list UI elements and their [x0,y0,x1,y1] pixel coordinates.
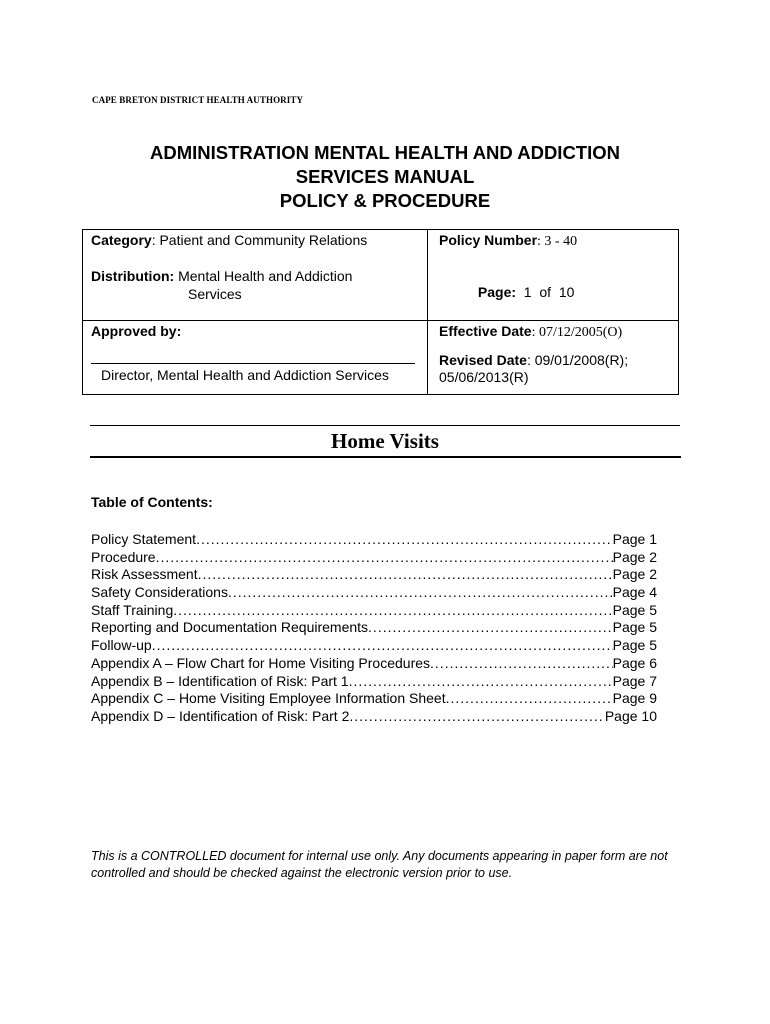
toc-leader-dots [173,602,612,620]
toc-entry[interactable] [91,549,657,567]
policy-number-field [439,232,577,250]
toc-entry-title: Staff Training [91,601,174,618]
toc-leader-dots [228,584,613,602]
toc-entry-page: Page 7 [612,672,657,689]
category-value: : Patient and Community Relations [151,232,368,248]
toc-entry[interactable] [91,708,657,726]
toc-leader-dots [196,531,613,549]
toc-entry[interactable] [91,566,657,584]
organization-name: CAPE BRETON DISTRICT HEALTH AUTHORITY [92,95,304,105]
revised-date-value-line-2: 05/06/2013(R) [439,369,529,385]
toc-leader-dots [430,655,613,673]
toc-leader-dots [152,637,613,655]
manual-title-line-3: POLICY & PROCEDURE [279,190,491,211]
toc-entry[interactable] [91,619,657,637]
toc-entry-title: Appendix B – Identification of Risk: Part 1 [91,672,349,689]
dates-cell [428,321,679,395]
page-field [439,268,574,316]
distribution-field [91,268,352,284]
toc-leader-dots [349,673,613,691]
toc-entry-page: Page 5 [612,601,657,618]
toc-leader-dots [368,619,613,637]
distribution-label: Distribution: [91,268,175,284]
toc-entry[interactable] [91,690,657,708]
toc-heading: Table of Contents: [91,494,213,510]
toc-entry-page: Page 1 [612,531,657,547]
distribution-value-line-2: Services [188,286,242,302]
approver-title: Director, Mental Health and Addiction Services [101,367,389,383]
toc-leader-dots [446,690,613,708]
toc-entry-title: Appendix D – Identification of Risk: Part 2 [91,707,350,724]
toc-entry-page: Page 2 [612,566,657,583]
revised-date-value: : 09/01/2008(R); [526,352,629,368]
policy-number-page-cell [428,230,679,321]
manual-title-line-1: ADMINISTRATION MENTAL HEALTH AND ADDICTION [150,142,620,163]
toc-entry-page: Page 2 [612,548,657,565]
toc-entry-title: Appendix A – Flow Chart for Home Visiting Procedures [91,654,431,671]
toc-leader-dots [198,566,613,584]
toc-entry-title: Reporting and Documentation Requirements [91,619,369,636]
toc-entry-page: Page 4 [612,584,657,601]
category-field [91,232,367,248]
toc-entry[interactable] [91,655,657,673]
toc-entry[interactable] [91,531,657,549]
manual-title-line-2: SERVICES MANUAL [295,166,475,187]
page-label: Page: [477,284,517,300]
controlled-document-notice: This is a CONTROLLED document for internal use only. Any documents appearing in paper form are not controlled and should be checked against the electronic version prior to use. [91,849,668,880]
toc-entry-title: Appendix C – Home Visiting Employee Information Sheet [91,690,446,707]
toc-entry-title: Policy Statement [91,531,197,547]
effective-date-label: Effective Date [439,323,532,339]
table-of-contents [91,531,657,726]
effective-date-value: : 07/12/2005(O) [531,325,623,340]
toc-entry-title: Risk Assessment [91,566,198,583]
toc-entry-page: Page 9 [612,690,657,707]
toc-entry-title: Follow-up [91,637,152,654]
toc-entry[interactable] [91,584,657,602]
toc-entry-page: Page 6 [612,654,657,671]
title-bottom-rule [90,456,681,458]
toc-entry-title: Procedure [91,548,156,565]
toc-leader-dots [156,549,613,567]
document-title: Home Visits [331,429,439,453]
signature-line [91,353,415,364]
toc-entry-title: Safety Considerations [91,584,228,601]
toc-entry[interactable] [91,637,657,655]
approval-cell [83,321,428,395]
revised-date-field [439,352,628,368]
revised-date-label: Revised Date [439,352,527,368]
distribution-value: Mental Health and Addiction [174,268,353,284]
title-top-rule [90,425,680,426]
toc-entry-page: Page 5 [612,619,657,636]
toc-entry-page: Page 5 [612,637,657,654]
toc-entry[interactable] [91,602,657,620]
approved-by-label: Approved by: [91,323,182,339]
page-value: 1 of 10 [516,284,575,300]
toc-entry[interactable] [91,673,657,691]
policy-number-label: Policy Number [439,232,538,248]
toc-leader-dots [349,708,604,726]
effective-date-field [439,323,622,341]
policy-info-table [82,229,679,395]
category-distribution-cell [83,230,428,321]
policy-number-value: : 3 - 40 [537,234,578,249]
category-label: Category [91,232,152,248]
toc-entry-page: Page 10 [604,707,657,724]
